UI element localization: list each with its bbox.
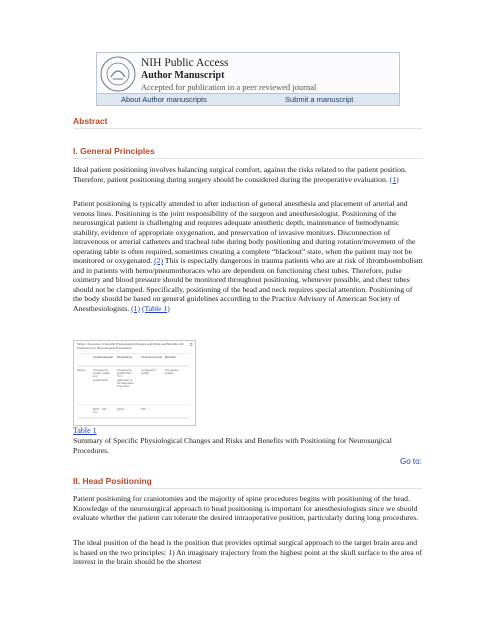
- table-1-ref-link[interactable]: (Table 1): [141, 303, 170, 313]
- banner-subtitle: Author Manuscript: [141, 70, 225, 81]
- general-paragraph-2: [73, 199, 423, 313]
- thumb-row-label: Supine: [77, 369, 86, 372]
- general-p2-text-b: This is especially dangerous in trauma patients who are at risk of thromboembolism and in patients with hemo/pneumothoraces who are dependent on functioning chest tubes. Therefore, pulse oximetry and blood pressure should be monitored throughout positioning, whenever possible, and chest tubes should not be clamped. Specifically, positioning of the head and neck requires special attention. Positioning of the body should be based on general guidelines according to the Practice Advisory of American Society of Anesthesiologists.: [73, 256, 423, 313]
- head-paragraph-2: The ideal position of the head is the position that provides optimal surgical approach to the target brain area and is based on the two principles: 1) An imaginary trajectory from the highest point at the skull surface to the area of interest in the brain should be the shortest: [73, 538, 423, 566]
- general-principles-heading: I. General Principles: [73, 146, 423, 159]
- table-1-caption-link[interactable]: Table 1: [73, 426, 97, 435]
- thumb-title: Table 1 Summary of Specific Physiological Changes and Risks and Benefits with Positioning for Neurosurgical Procedures: [77, 342, 184, 350]
- magnifier-icon[interactable]: ⌕: [189, 342, 193, 348]
- general-p2-text-a: Patient positioning is typically attended to after induction of general anesthesia and placement of arterial and venous lines. Positioning is the joint responsibility of the surgeon and anesthesiologist. Positioning of the neurosurgical patient is challenging and requires adequate anesthetic depth, maintenance of hemodynamic stability, evidence of appropriate oxygenation, and preservation of invasive monitors. Disconnection of intravenous or arterial catheters and tracheal tube during body positioning and during rotation/movement of the operating table is often required, sometimes creating a complete “blackout” state, when the patient may not be monitored or oxygenated.: [73, 199, 416, 265]
- thumb-header-central-nervous: Central nervous: [141, 355, 163, 359]
- table-1-caption-text: Summary of Specific Physiological Changes and Risks and Benefits with Positioning for Neurosurgical Procedures.: [73, 436, 392, 455]
- abstract-heading: Abstract: [73, 116, 423, 129]
- banner-accepted-note: Accepted for publication in a peer reviewed journal: [141, 82, 317, 92]
- ref-link-1[interactable]: (1): [389, 174, 399, 184]
- about-author-manuscripts-link[interactable]: About Author manuscripts: [121, 95, 207, 104]
- thumb-header-cardiovascular: Cardiovascular: [93, 355, 114, 359]
- go-to-link[interactable]: Go to:: [400, 457, 422, 466]
- nih-seal-icon: [99, 55, 137, 93]
- general-paragraph-1: [73, 165, 423, 184]
- general-p1-text: Ideal patient positioning involves balancing surgical comfort, against the risks related to the patient position. Therefore, patient positioning during surgery should be considered during the preoperative evaluation.: [73, 165, 407, 184]
- thumb-header-benefits: Benefits: [165, 355, 176, 359]
- banner-title: NIH Public Access: [141, 57, 229, 69]
- thumb-footer-3: ePF ↑ ↓: [141, 408, 150, 411]
- submit-manuscript-link[interactable]: Submit a manuscript: [285, 95, 354, 104]
- ref-link-2[interactable]: (2): [154, 256, 164, 265]
- head-positioning-heading: II. Head Positioning: [73, 476, 423, 489]
- thumb-cell-4: The easiest position: [165, 369, 179, 376]
- thumb-cell-3: Compared to upright: [141, 369, 156, 376]
- table-1-thumbnail[interactable]: [73, 340, 196, 426]
- ref-link-1b[interactable]: (1): [131, 303, 141, 313]
- thumb-table: [77, 353, 190, 419]
- head-paragraph-1: Patient positioning for craniotomies and the majority of spine procedures begins with positioning of the head. Knowledge of the neurosurgical approach to head positioning is important for anesthesiologists since we should evaluate whether the patient can tolerate the desired intraoperative position, particularly during long procedures.: [73, 494, 419, 522]
- thumb-header-respiratory: Respiratory: [117, 355, 133, 359]
- thumb-footer-2: Qs/Qt ↑: [117, 408, 126, 411]
- banner-link-bar: [97, 93, 399, 105]
- thumb-cell-1: Compared to upright: awake and anesthetized: [93, 369, 110, 382]
- thumb-cell-2: Compared to upright FRC ↓ TLC ↓ atelectasis of the dependent lung zones: [117, 369, 134, 389]
- thumb-footer-1: MAP ↓, HR ↓, CO ↓: [93, 408, 109, 415]
- nih-public-access-banner: [96, 52, 400, 106]
